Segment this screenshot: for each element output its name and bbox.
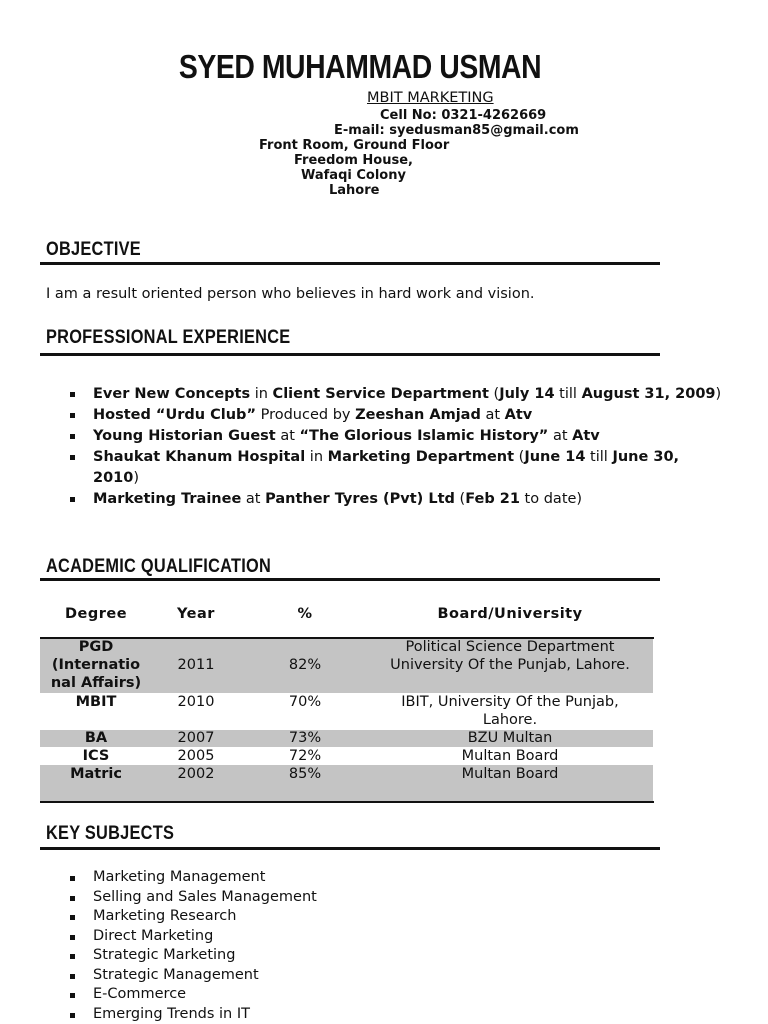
address-line-3: Wafaqi Colony — [301, 168, 406, 183]
table-row-board: Multan Board — [461, 766, 559, 782]
objective-text: I am a result oriented person who believes in hard work and vision. — [46, 286, 535, 302]
table-row-degree: ICS — [82, 748, 110, 764]
experience-item: Hosted “Urdu Club” Produced by Zeeshan Amjad at Atv — [70, 405, 730, 426]
experience-item: Ever New Concepts in Client Service Department (July 14 till August 31, 2009) — [70, 384, 730, 405]
experience-rule — [40, 353, 660, 356]
list-item: E-Commerce — [70, 985, 470, 1005]
candidate-name: SYED MUHAMMAD USMAN — [178, 48, 542, 85]
address-line-2: Freedom House, — [294, 153, 413, 168]
column-percent: % — [297, 606, 313, 622]
table-row-board: BZU Multan — [467, 730, 553, 746]
column-year: Year — [177, 606, 215, 622]
table-row-percent: 85% — [288, 766, 322, 782]
academic-rule — [40, 578, 660, 581]
subjects-rule — [40, 847, 660, 850]
table-row-year: 2007 — [177, 730, 215, 746]
experience-item: Shaukat Khanum Hospital in Marketing Department (June 14 till June 30, 2010) — [70, 447, 730, 489]
email-address: E-mail: syedusman85@gmail.com — [334, 123, 579, 138]
objective-rule — [40, 262, 660, 265]
table-row-year: 2005 — [177, 748, 215, 764]
list-item: Direct Marketing — [70, 927, 470, 947]
table-row-degree: BA — [84, 730, 108, 746]
column-degree: Degree — [64, 606, 128, 622]
experience-item: Marketing Trainee at Panther Tyres (Pvt) Ltd (Feb 21 to date) — [70, 489, 730, 510]
table-row-year: 2011 — [177, 657, 215, 673]
address-line-4: Lahore — [329, 183, 380, 198]
table-row-percent: 70% — [288, 694, 322, 710]
list-item: Strategic Management — [70, 966, 470, 986]
objective-heading: OBJECTIVE — [46, 239, 141, 260]
experience-heading: PROFESSIONAL EXPERIENCE — [46, 327, 291, 348]
list-item: Emerging Trends in IT — [70, 1005, 470, 1024]
table-row-percent: 82% — [288, 657, 322, 673]
designation: MBIT MARKETING — [367, 90, 494, 106]
experience-item: Young Historian Guest at “The Glorious Islamic History” at Atv — [70, 426, 730, 447]
table-row-year: 2002 — [177, 766, 215, 782]
experience-list — [70, 384, 730, 510]
table-row-degree: PGD (Internatio nal Affairs) — [50, 639, 142, 691]
cell-number: Cell No: 0321-4262669 — [380, 108, 547, 123]
address-line-1: Front Room, Ground Floor — [259, 138, 450, 153]
list-item: Marketing Research — [70, 907, 470, 927]
table-row-percent: 73% — [288, 730, 322, 746]
table-row-degree: Matric — [70, 766, 122, 782]
list-item: Strategic Marketing — [70, 946, 470, 966]
table-row-degree: MBIT — [75, 694, 117, 710]
subjects-heading: KEY SUBJECTS — [46, 823, 175, 844]
table-bottom-rule — [40, 801, 654, 803]
column-board: Board/University — [437, 606, 583, 622]
table-row-board: Multan Board — [461, 748, 559, 764]
subjects-list — [70, 868, 470, 1024]
table-row-board: IBIT, University Of the Punjab, Lahore. — [401, 694, 619, 728]
list-item: Selling and Sales Management — [70, 888, 470, 908]
table-row-board: Political Science Department University Of the Punjab, Lahore. — [390, 639, 630, 673]
table-row-percent: 72% — [288, 748, 322, 764]
table-row-year: 2010 — [177, 694, 215, 710]
academic-heading: ACADEMIC QUALIFICATION — [46, 556, 272, 577]
list-item: Marketing Management — [70, 868, 470, 888]
